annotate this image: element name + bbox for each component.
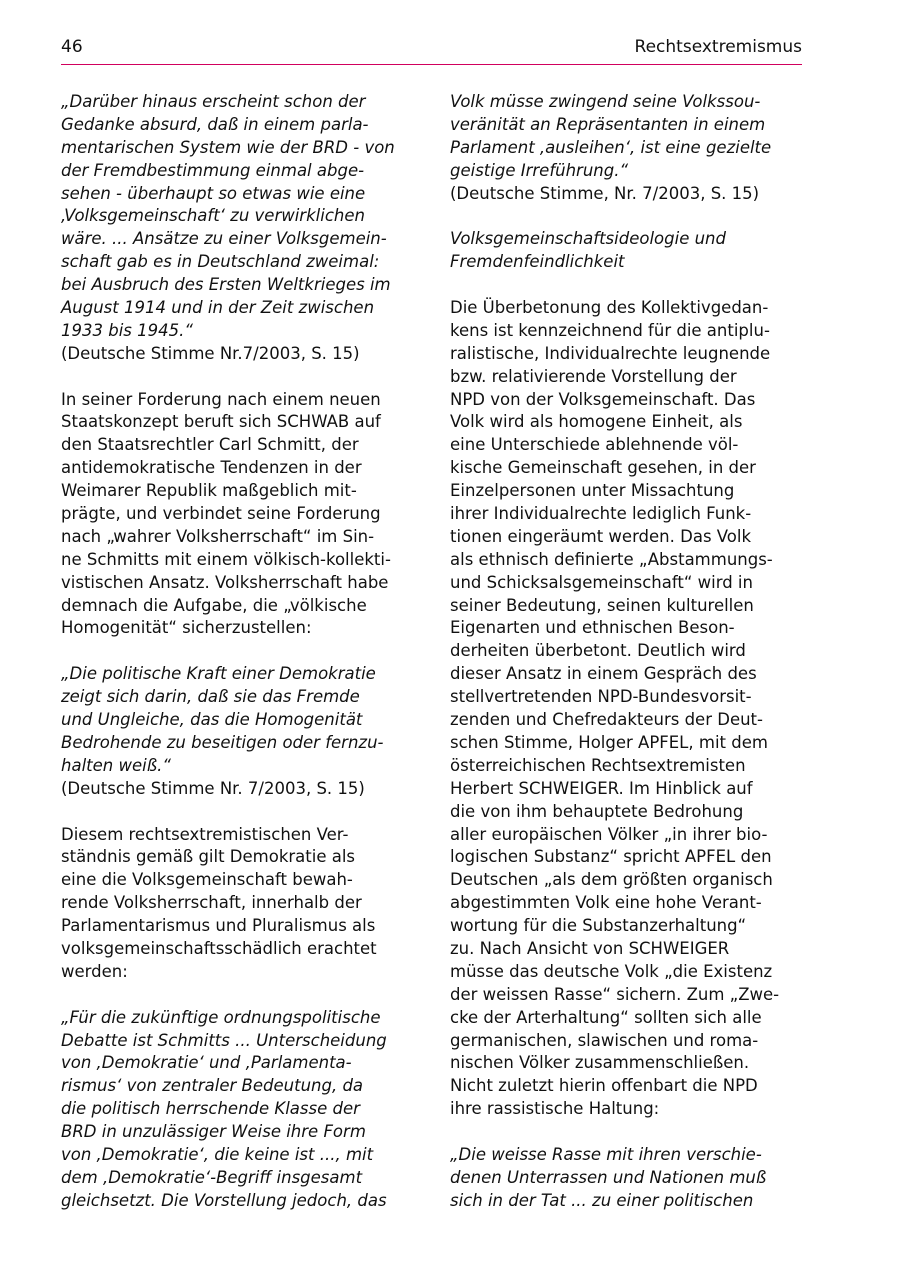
text-line: BRD in unzulässiger Weise ihre Form [61, 1122, 366, 1142]
text-line: schaft gab es in Deutschland zweimal: [61, 252, 380, 272]
text-line: stellvertretenden NPD-Bundesvorsit- [450, 687, 752, 707]
text-line: ne Schmitts mit einem völkisch-kollekti- [61, 549, 391, 569]
quote-block [450, 1144, 802, 1213]
page-number: 46 [61, 37, 83, 57]
text-line: den Staatsrechtler Carl Schmitt, der [61, 435, 359, 455]
right-column [450, 91, 802, 1213]
section-subheading [450, 228, 802, 274]
text-line: In seiner Forderung nach einem neuen [61, 389, 381, 409]
text-line: prägte, und verbindet seine Forderung [61, 504, 381, 524]
text-line: ralistische, Individualrechte leugnende [450, 343, 771, 363]
text-line: dieser Ansatz in einem Gespräch des [450, 664, 757, 684]
text-line: von ‚Demokratie‘ und ‚Parlamenta- [61, 1053, 352, 1073]
text-line: bei Ausbruch des Ersten Weltkrieges im [61, 275, 391, 295]
text-line: „Die weisse Rasse mit ihren verschie- [450, 1144, 762, 1164]
text-line: rende Volksherrschaft, innerhalb der [61, 893, 362, 913]
text-line: Bedrohende zu beseitigen oder fernzu- [61, 732, 384, 752]
text-line: eine die Volksgemeinschaft bewah- [61, 870, 353, 890]
text-line: schen Stimme, Holger APFEL, mit dem [450, 732, 768, 752]
text-line: und Ungleiche, das die Homogenität [61, 710, 363, 730]
quote-block [61, 91, 416, 343]
text-line: österreichischen Rechtsextremisten [450, 755, 746, 775]
text-line: Gedanke absurd, daß in einem parla- [61, 114, 369, 134]
text-line: werden: [61, 961, 128, 981]
text-line: halten weiß.“ [61, 755, 171, 775]
text-line: Fremdenfeindlichkeit [450, 252, 625, 272]
citation: (Deutsche Stimme Nr. 7/2003, S. 15) [61, 778, 365, 798]
text-line: und Schicksalsgemeinschaft“ wird in [450, 572, 753, 592]
running-title: Rechtsextremismus [634, 37, 802, 57]
text-line: dem ‚Demokratie‘-Begriff insgesamt [61, 1167, 363, 1187]
text-line: volksgemeinschaftsschädlich erachtet [61, 938, 377, 958]
text-line: Deutschen „als dem größten organisch [450, 870, 773, 890]
text-line: Volk wird als homogene Einheit, als [450, 412, 743, 432]
text-line: zeigt sich darin, daß sie das Fremde [61, 687, 360, 707]
text-line: kens ist kennzeichnend für die antiplu- [450, 320, 770, 340]
text-line: Volksgemeinschaftsideologie und [450, 229, 726, 249]
text-line: tionen eingeräumt werden. Das Volk [450, 526, 752, 546]
text-line: gleichsetzt. Die Vorstellung jedoch, das [61, 1190, 387, 1210]
text-line: NPD von der Volksgemeinschaft. Das [450, 389, 756, 409]
text-line: Nicht zuletzt hierin offenbart die NPD [450, 1076, 758, 1096]
body-paragraph [61, 824, 416, 984]
text-line: Eigenarten und ethnischen Beson- [450, 618, 735, 638]
text-line: denen Unterrassen und Nationen muß [450, 1167, 767, 1187]
quote-block [61, 663, 416, 777]
text-line: ständnis gemäß gilt Demokratie als [61, 847, 356, 867]
text-line: mentarischen System wie der BRD - von [61, 137, 395, 157]
text-line: sehen - überhaupt so etwas wie eine [61, 183, 366, 203]
text-line: Staatskonzept beruft sich SCHWAB auf [61, 412, 381, 432]
text-line: ihrer Individualrechte lediglich Funk- [450, 504, 752, 524]
text-line: derheiten überbetont. Deutlich wird [450, 641, 746, 661]
text-line: Herbert SCHWEIGER. Im Hinblick auf [450, 778, 753, 798]
citation: (Deutsche Stimme, Nr. 7/2003, S. 15) [450, 183, 760, 203]
text-line: die von ihm behauptete Bedrohung [450, 801, 744, 821]
text-line: Parlament ‚ausleihen‘, ist eine gezielte [450, 137, 772, 157]
text-line: Weimarer Republik maßgeblich mit- [61, 481, 357, 501]
quote-block [450, 91, 802, 183]
text-line: abgestimmten Volk eine hohe Verant- [450, 893, 762, 913]
text-line: Volk müsse zwingend seine Volkssou- [450, 92, 761, 111]
quote-block [61, 1007, 416, 1213]
text-line: Parlamentarismus und Pluralismus als [61, 916, 376, 936]
text-line: veränität an Repräsentanten in einem [450, 114, 766, 134]
text-line: „Für die zukünftige ordnungspolitische [61, 1007, 381, 1027]
text-line: als ethnisch definierte „Abstammungs- [450, 549, 773, 569]
text-line: nischen Völker zusammenschließen. [450, 1053, 750, 1073]
text-line: vistischen Ansatz. Volksherrschaft habe [61, 572, 389, 592]
text-line: von ‚Demokratie‘, die keine ist ..., mit [61, 1144, 374, 1164]
text-line: „Die politische Kraft einer Demokratie [61, 664, 376, 684]
text-line: August 1914 und in der Zeit zwischen [61, 298, 375, 318]
text-line: die politisch herrschende Klasse der [61, 1099, 360, 1119]
text-line: ‚Volksgemeinschaft‘ zu verwirklichen [61, 206, 365, 226]
text-line: sich in der Tat ... zu einer politischen [450, 1190, 754, 1210]
text-line: antidemokratische Tendenzen in der [61, 458, 362, 478]
text-line: wäre. ... Ansätze zu einer Volksgemein- [61, 229, 387, 249]
text-line: germanischen, slawischen und roma- [450, 1030, 759, 1050]
text-line: rismus‘ von zentraler Bedeutung, da [61, 1076, 364, 1096]
left-column [61, 91, 416, 1213]
page-header [61, 36, 802, 65]
text-line: Diesem rechtsextremistischen Ver- [61, 824, 349, 844]
text-line: logischen Substanz“ spricht APFEL den [450, 847, 772, 867]
body-paragraph [61, 389, 416, 641]
text-line: seiner Bedeutung, seinen kulturellen [450, 595, 754, 615]
text-line: „Darüber hinaus erscheint schon der [61, 92, 366, 111]
text-line: geistige Irreführung.“ [450, 160, 629, 180]
text-line: zenden und Chefredakteurs der Deut- [450, 710, 763, 730]
text-line: cke der Arterhaltung“ sollten sich alle [450, 1007, 762, 1027]
citation: (Deutsche Stimme Nr.7/2003, S. 15) [61, 343, 360, 363]
text-line: demnach die Aufgabe, die „völkische [61, 595, 367, 615]
text-line: Debatte ist Schmitts ... Unterscheidung [61, 1030, 387, 1050]
text-line: müsse das deutsche Volk „die Existenz [450, 961, 773, 981]
text-line: wortung für die Substanzerhaltung“ [450, 916, 747, 936]
text-line: 1933 bis 1945.“ [61, 320, 193, 340]
text-line: der weissen Rasse“ sichern. Zum „Zwe- [450, 984, 780, 1004]
text-line: Homogenität“ sicherzustellen: [61, 618, 312, 638]
text-line: Einzelpersonen unter Missachtung [450, 481, 735, 501]
text-line: der Fremdbestimmung einmal abge- [61, 160, 365, 180]
text-line: eine Unterschiede ablehnende völ- [450, 435, 739, 455]
text-line: Die Überbetonung des Kollektivgedan- [450, 298, 769, 318]
text-line: aller europäischen Völker „in ihrer bio- [450, 824, 768, 844]
text-line: zu. Nach Ansicht von SCHWEIGER [450, 938, 730, 958]
body-paragraph [450, 297, 802, 1121]
text-line: ihre rassistische Haltung: [450, 1099, 660, 1119]
text-line: bzw. relativierende Vorstellung der [450, 366, 737, 386]
text-line: kische Gemeinschaft gesehen, in der [450, 458, 756, 478]
text-line: nach „wahrer Volksherrschaft“ im Sin- [61, 526, 375, 546]
